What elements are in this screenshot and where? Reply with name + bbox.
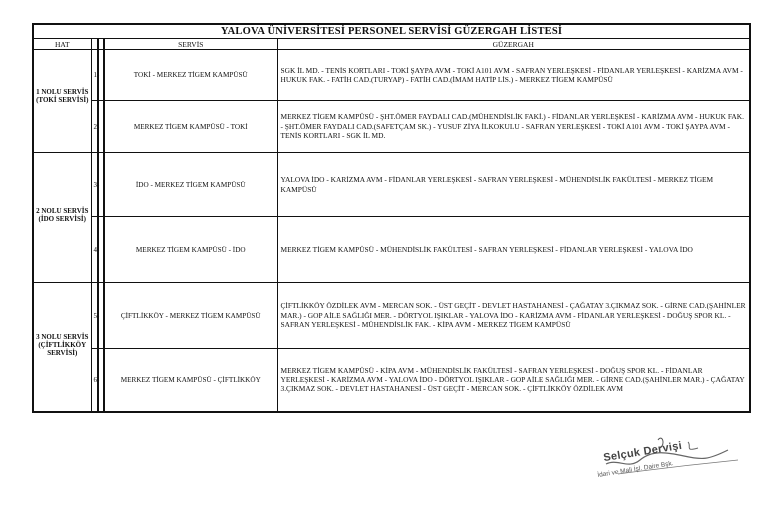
row-number: 2-	[91, 101, 98, 153]
route-text: MERKEZ TİGEM KAMPÜSÜ - MÜHENDİSLİK FAKÜLTESİ - SAFRAN YERLEŞKESİ - FİDANLAR YERLEŞKESİ - YALOVA İDO	[277, 217, 750, 283]
title-row	[33, 24, 750, 39]
route-text: YALOVA İDO - KARİZMA AVM - FİDANLAR YERLEŞKESİ - SAFRAN YERLEŞKESİ - MÜHENDİSLİK FAKÜLTESİ - MERKEZ TİGEM KAMPÜSÜ	[277, 153, 750, 217]
servis-name: İDO - MERKEZ TİGEM KAMPÜSÜ	[104, 153, 277, 217]
servis-name: MERKEZ TİGEM KAMPÜSÜ - İDO	[104, 217, 277, 283]
route-table	[32, 23, 751, 413]
route-text: SGK İL MD. - TENİS KORTLARI - TOKİ ŞAYPA AVM - TOKİ A101 AVM - SAFRAN YERLEŞKESİ - FİDANLAR YERLEŞKESİ - KARİZMA AVM - HUKUK FAK. - FATİH CAD.(TURYAP) - FATİH CAD.(İMAM HATİP LİS.) - MERKEZ TİGEM KAMPÜSÜ	[277, 50, 750, 101]
header-guzergah: GÜZERGAH	[277, 39, 750, 50]
row-number: 6-	[91, 349, 98, 412]
table-row	[33, 50, 750, 101]
table-row	[33, 217, 750, 283]
row-number: 4-	[91, 217, 98, 283]
row-number: 5-	[91, 283, 98, 349]
hat-group-3	[33, 283, 91, 412]
servis-name: MERKEZ TİGEM KAMPÜSÜ - ÇİFTLİKKÖY	[104, 349, 277, 412]
hat-label: 3 NOLU SERVİS (ÇİFTLİKKÖY SERVİSİ)	[36, 333, 89, 357]
servis-name: ÇİFTLİKKÖY - MERKEZ TİGEM KAMPÜSÜ	[104, 283, 277, 349]
header-servis: SERVİS	[104, 39, 277, 50]
route-text: ÇİFTLİKKÖY ÖZDİLEK AVM - MERCAN SOK. - ÜST GEÇİT - DEVLET HASTAHANESİ - ÇAĞATAY 3.ÇIKMAZ SOK. - GİRNE CAD.(ŞAHİNLER MAR.) - GOP AİLE SAĞLIĞI MER. - DÖRTYOL IŞIKLAR - YALOVA İDO - KARİZMA AVM - FİDANLAR YERLEŞKESİ - DOĞUŞ SPOR KL. - SAFRAN YERLEŞKESİ - MÜHENDİSLİK FAK. - KİPA AVM - MERKEZ TİGEM KAMPÜSÜ	[277, 283, 750, 349]
signature-title: İdari ve Mali İşl. Daire Bşk.	[596, 460, 675, 479]
hat-label: 2 NOLU SERVİS (İDO SERVİSİ)	[36, 207, 89, 223]
signature-name: Selçuk Dervişi	[602, 439, 683, 465]
row-number: 3-	[91, 153, 98, 217]
table-row	[33, 349, 750, 412]
route-text: MERKEZ TİGEM KAMPÜSÜ - ŞHT.ÖMER FAYDALI CAD.(MÜHENDİSLİK FAKİ.) - FİDANLAR YERLEŞKESİ - KARİZMA AVM - HUKUK FAK. - ŞHT.ÖMER FAYDALI CAD.(SAFETÇAM SK.) - YUSUF ZİYA İLKOKULU - SAFRAN YERLEŞKESİ - TOKİ A101 AVM - TOKİ ŞAYPA AVM - TENİS KORTLARI - SGK İL MD.	[277, 101, 750, 153]
table-row	[33, 101, 750, 153]
header-row	[33, 39, 750, 50]
header-hat: HAT	[33, 39, 91, 50]
servis-name: MERKEZ TİGEM KAMPÜSÜ - TOKİ	[104, 101, 277, 153]
table-row	[33, 283, 750, 349]
table-row	[33, 153, 750, 217]
header-num	[91, 39, 98, 50]
document-title: YALOVA ÜNİVERSİTESİ PERSONEL SERVİSİ GÜZERGAH LİSTESİ	[33, 24, 750, 39]
hat-group-2	[33, 153, 91, 283]
route-text: MERKEZ TİGEM KAMPÜSÜ - KİPA AVM - MÜHENDİSLİK FAKÜLTESİ - SAFRAN YERLEŞKESİ - DOĞUŞ SPOR KL. - FİDANLAR YERLEŞKESİ - KARİZMA AVM - YALOVA İDO - DÖRTYOL IŞIKLAR - GOP AİLE SAĞLIĞI MER. - GİRNE CAD.(ŞAHİNLER MAR.) - ÇAĞATAY 3.ÇIKMAZ SOK. - DEVLET HASTAHANESİ - ÜST GEÇİT - MERCAN SOK. - ÇİFTLİKKÖY ÖZDİLEK AVM	[277, 349, 750, 412]
row-number: 1-	[91, 50, 98, 101]
servis-name: TOKİ - MERKEZ TİGEM KAMPÜSÜ	[104, 50, 277, 101]
hat-label: 1 NOLU SERVİS (TOKİ SERVİSİ)	[36, 88, 89, 104]
hat-group-1	[33, 50, 91, 153]
